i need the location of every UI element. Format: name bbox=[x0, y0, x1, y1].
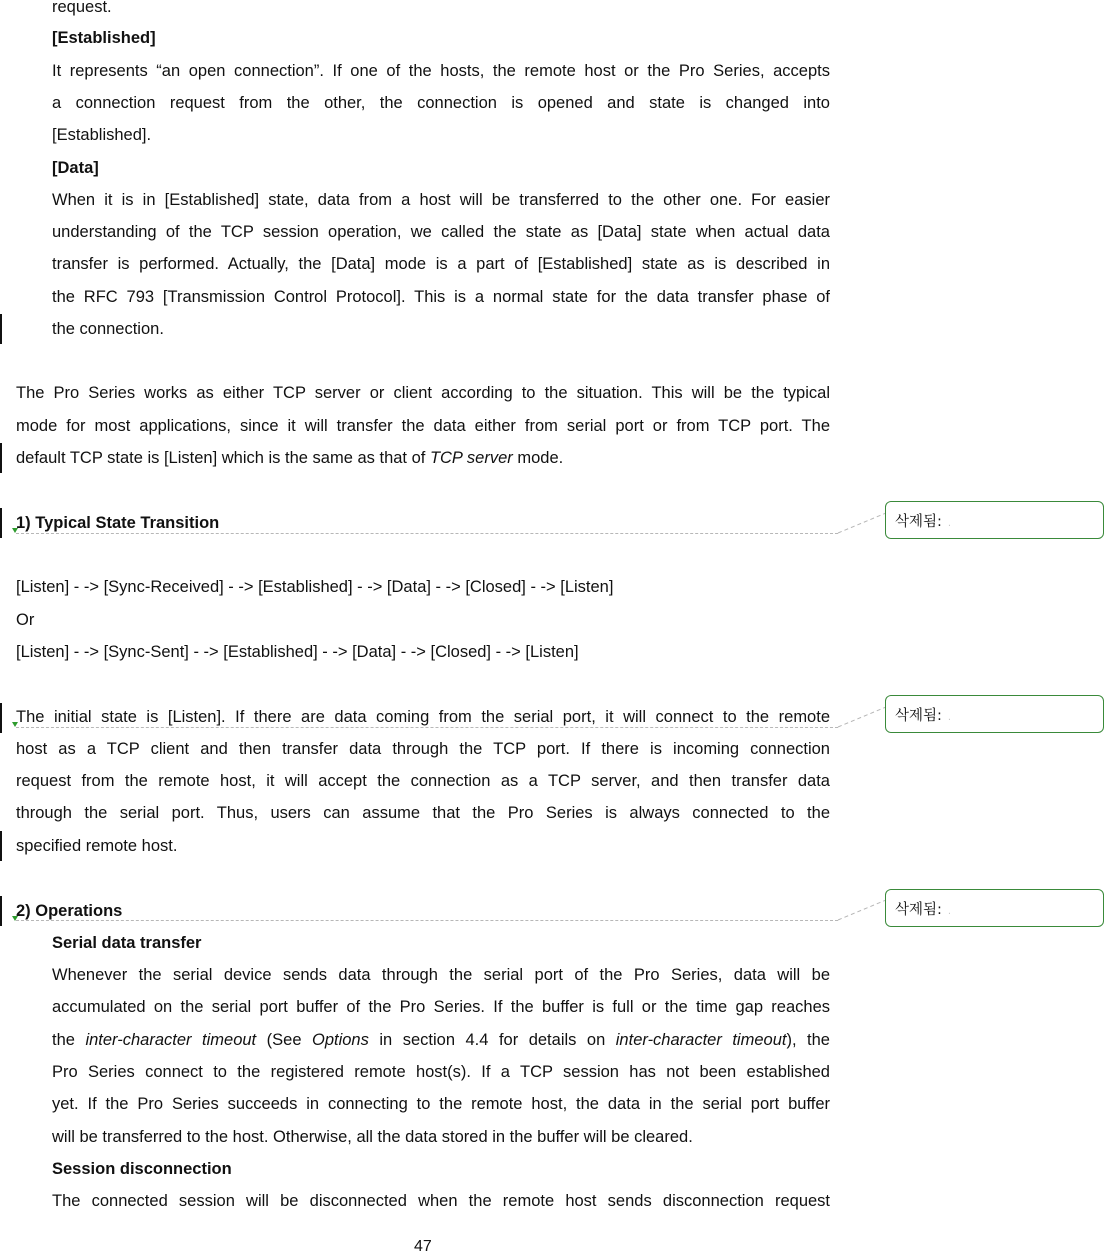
paragraph-line: default TCP state is [Listen] which is the same as that of TCP server mode. bbox=[16, 449, 564, 467]
paragraph-line: accumulated on the serial port buffer of the Pro Series. If the buffer is full or the time gap reaches bbox=[52, 998, 830, 1016]
paragraph-line: through the serial port. Thus, users can assume that the Pro Series is always connected to the bbox=[16, 804, 830, 822]
section-heading: 1) Typical State Transition bbox=[16, 514, 220, 532]
subheading: Session disconnection bbox=[52, 1160, 232, 1178]
paragraph-line: transfer is performed. Actually, the [Data] mode is a part of [Established] state as is described in bbox=[52, 255, 830, 273]
paragraph-line: When it is in [Established] state, data from a host will be transferred to the other one. For easier bbox=[52, 191, 830, 209]
state-sequence: [Listen] - -> [Sync-Received] - -> [Established] - -> [Data] - -> [Closed] - -> [Listen] bbox=[16, 578, 614, 596]
paragraph-line: It represents “an open connection”. If one of the hosts, the remote host or the Pro Series, accepts bbox=[52, 62, 830, 80]
paragraph-line: The Pro Series works as either TCP server or client according to the situation. This will be the typical bbox=[16, 384, 830, 402]
continued-text: request. bbox=[52, 0, 112, 16]
deletion-comment-balloon[interactable] bbox=[885, 695, 1104, 733]
paragraph-line: yet. If the Pro Series succeeds in connecting to the remote host, the data in the serial port buffer bbox=[52, 1095, 830, 1113]
comment-label: 삭제됨: bbox=[895, 708, 942, 724]
data-heading: [Data] bbox=[52, 159, 99, 177]
paragraph-line: a connection request from the other, the connection is opened and state is changed into bbox=[52, 94, 830, 112]
established-heading: [Established] bbox=[52, 29, 156, 47]
paragraph-line: the RFC 793 [Transmission Control Protocol]. This is a normal state for the data transfer phase of bbox=[52, 288, 830, 306]
comment-tail: . bbox=[947, 906, 952, 917]
or-text: Or bbox=[16, 611, 35, 629]
page-number: 47 bbox=[414, 1238, 432, 1255]
deletion-comment-balloon[interactable] bbox=[885, 501, 1104, 539]
paragraph-line: The initial state is [Listen]. If there are data coming from the serial port, it will connect to the remote bbox=[16, 708, 830, 726]
paragraph-line: specified remote host. bbox=[16, 837, 178, 855]
comment-tail: . bbox=[947, 712, 952, 723]
paragraph-line: the connection. bbox=[52, 320, 164, 338]
state-sequence: [Listen] - -> [Sync-Sent] - -> [Established] - -> [Data] - -> [Closed] - -> [Listen] bbox=[16, 643, 579, 661]
section-heading: 2) Operations bbox=[16, 902, 123, 920]
paragraph-line: [Established]. bbox=[52, 126, 152, 144]
paragraph-line: The connected session will be disconnected when the remote host sends disconnection request bbox=[52, 1192, 830, 1210]
paragraph-line: mode for most applications, since it will transfer the data either from serial port or from TCP port. The bbox=[16, 417, 830, 435]
paragraph-line: Whenever the serial device sends data through the serial port of the Pro Series, data will be bbox=[52, 966, 830, 984]
paragraph-line: will be transferred to the host. Otherwise, all the data stored in the buffer will be cleared. bbox=[52, 1128, 693, 1146]
comment-label: 삭제됨: bbox=[895, 514, 942, 530]
paragraph-line: Pro Series connect to the registered remote host(s). If a TCP session has not been established bbox=[52, 1063, 830, 1081]
paragraph-line: understanding of the TCP session operation, we called the state as [Data] state when actual data bbox=[52, 223, 830, 241]
italic-term: TCP server bbox=[429, 449, 513, 467]
deletion-comment-balloon[interactable] bbox=[885, 889, 1104, 927]
subheading: Serial data transfer bbox=[52, 934, 202, 952]
comment-label: 삭제됨: bbox=[895, 902, 942, 918]
paragraph-line: the inter-character timeout (See Options in section 4.4 for details on inter-character timeout), the bbox=[52, 1031, 830, 1049]
paragraph-line: host as a TCP client and then transfer data through the TCP port. If there is incoming connection bbox=[16, 740, 830, 758]
comment-tail: . bbox=[947, 518, 952, 529]
paragraph-line: request from the remote host, it will accept the connection as a TCP server, and then transfer data bbox=[16, 772, 830, 790]
